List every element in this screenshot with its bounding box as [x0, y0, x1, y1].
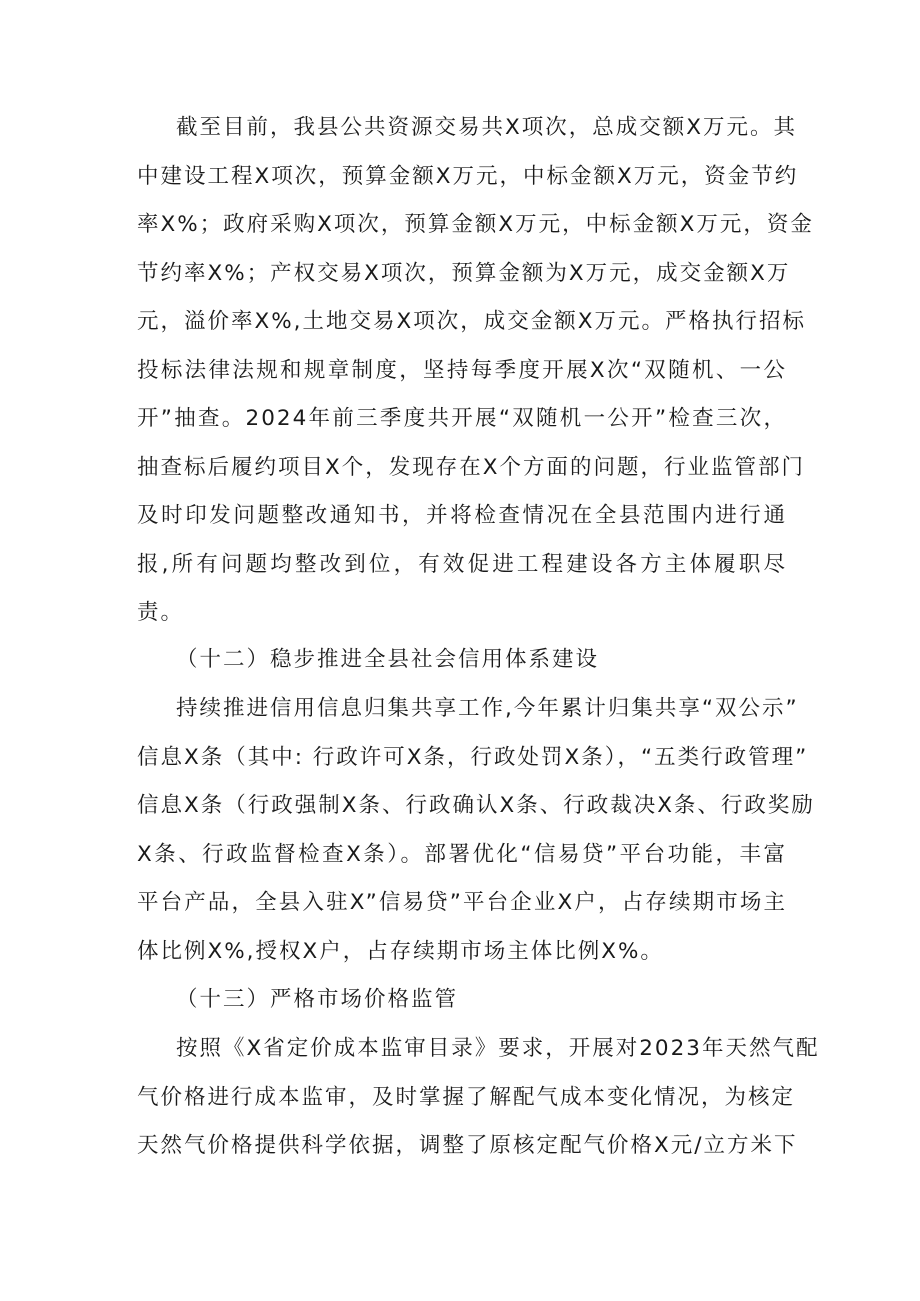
text-line: 天然气价格提供科学依据，调整了原核定配气价格X元/立方米下	[137, 1133, 798, 1158]
text-line: 投标法律法规和规章制度，坚持每季度开展X次“双随机、一公	[137, 357, 787, 383]
text-line: 节约率X%；产权交易X项次，预算金额为X万元，成交金额X万	[137, 260, 791, 286]
text-line: 平台产品，全县入驻X”信易贷”平台企业X户，占存续期市场主	[137, 890, 787, 915]
text-line: 按照《X省定价成本监审目录》要求，开展对2023年天然气配	[176, 1036, 820, 1061]
text-line: 持续推进信用信息归集共享工作,今年累计归集共享“双公示”	[176, 696, 799, 721]
text-line: X条、行政监督检查X条）。部署优化“信易贷”平台功能，丰富	[137, 841, 787, 867]
section-heading-13: （十三）严格市场价格监管	[176, 987, 459, 1012]
paragraph-credit-system	[137, 685, 815, 976]
paragraph-price-supervision	[137, 1025, 820, 1171]
text-line: 中建设工程X项次，预算金额X万元，中标金额X万元，资金节约	[137, 163, 799, 189]
text-line: 信息X条（行政强制X条、行政确认X条、行政裁决X条、行政奖励	[137, 793, 815, 818]
section-heading-12: （十二）稳步推进全县社会信用体系建设	[176, 647, 600, 672]
text-line: 元，溢价率X%,土地交易X项次，成交金额X万元。严格执行招标	[137, 309, 806, 334]
text-line: 率X%；政府采购X项次，预算金额X万元，中标金额X万元，资金	[137, 212, 814, 237]
text-line: 体比例X%,授权X户，占存续期市场主体比例X%。	[137, 938, 664, 964]
text-line: 及时印发问题整改通知书，并将检查情况在全县范围内进行通	[137, 503, 787, 528]
text-line: 信息X条（其中: 行政许可X条，行政处罚X条），“五类行政管理”	[137, 744, 809, 770]
text-line: 开”抽查。2024年前三季度共开展“双随机一公开”检查三次，	[137, 406, 787, 431]
text-line: 气价格进行成本监审，及时掌握了解配气成本变化情况，为核定	[137, 1084, 796, 1110]
text-line: 抽查标后履约项目X个，发现存在X个方面的问题，行业监管部门	[137, 454, 805, 480]
paragraph-public-resource-trading	[137, 104, 814, 638]
text-line: 责。	[137, 600, 185, 625]
text-line: 截至目前，我县公共资源交易共X项次，总成交额X万元。其	[176, 115, 797, 140]
text-line: 报,所有问题均整改到位，有效促进工程建设各方主体履职尽	[137, 551, 787, 577]
